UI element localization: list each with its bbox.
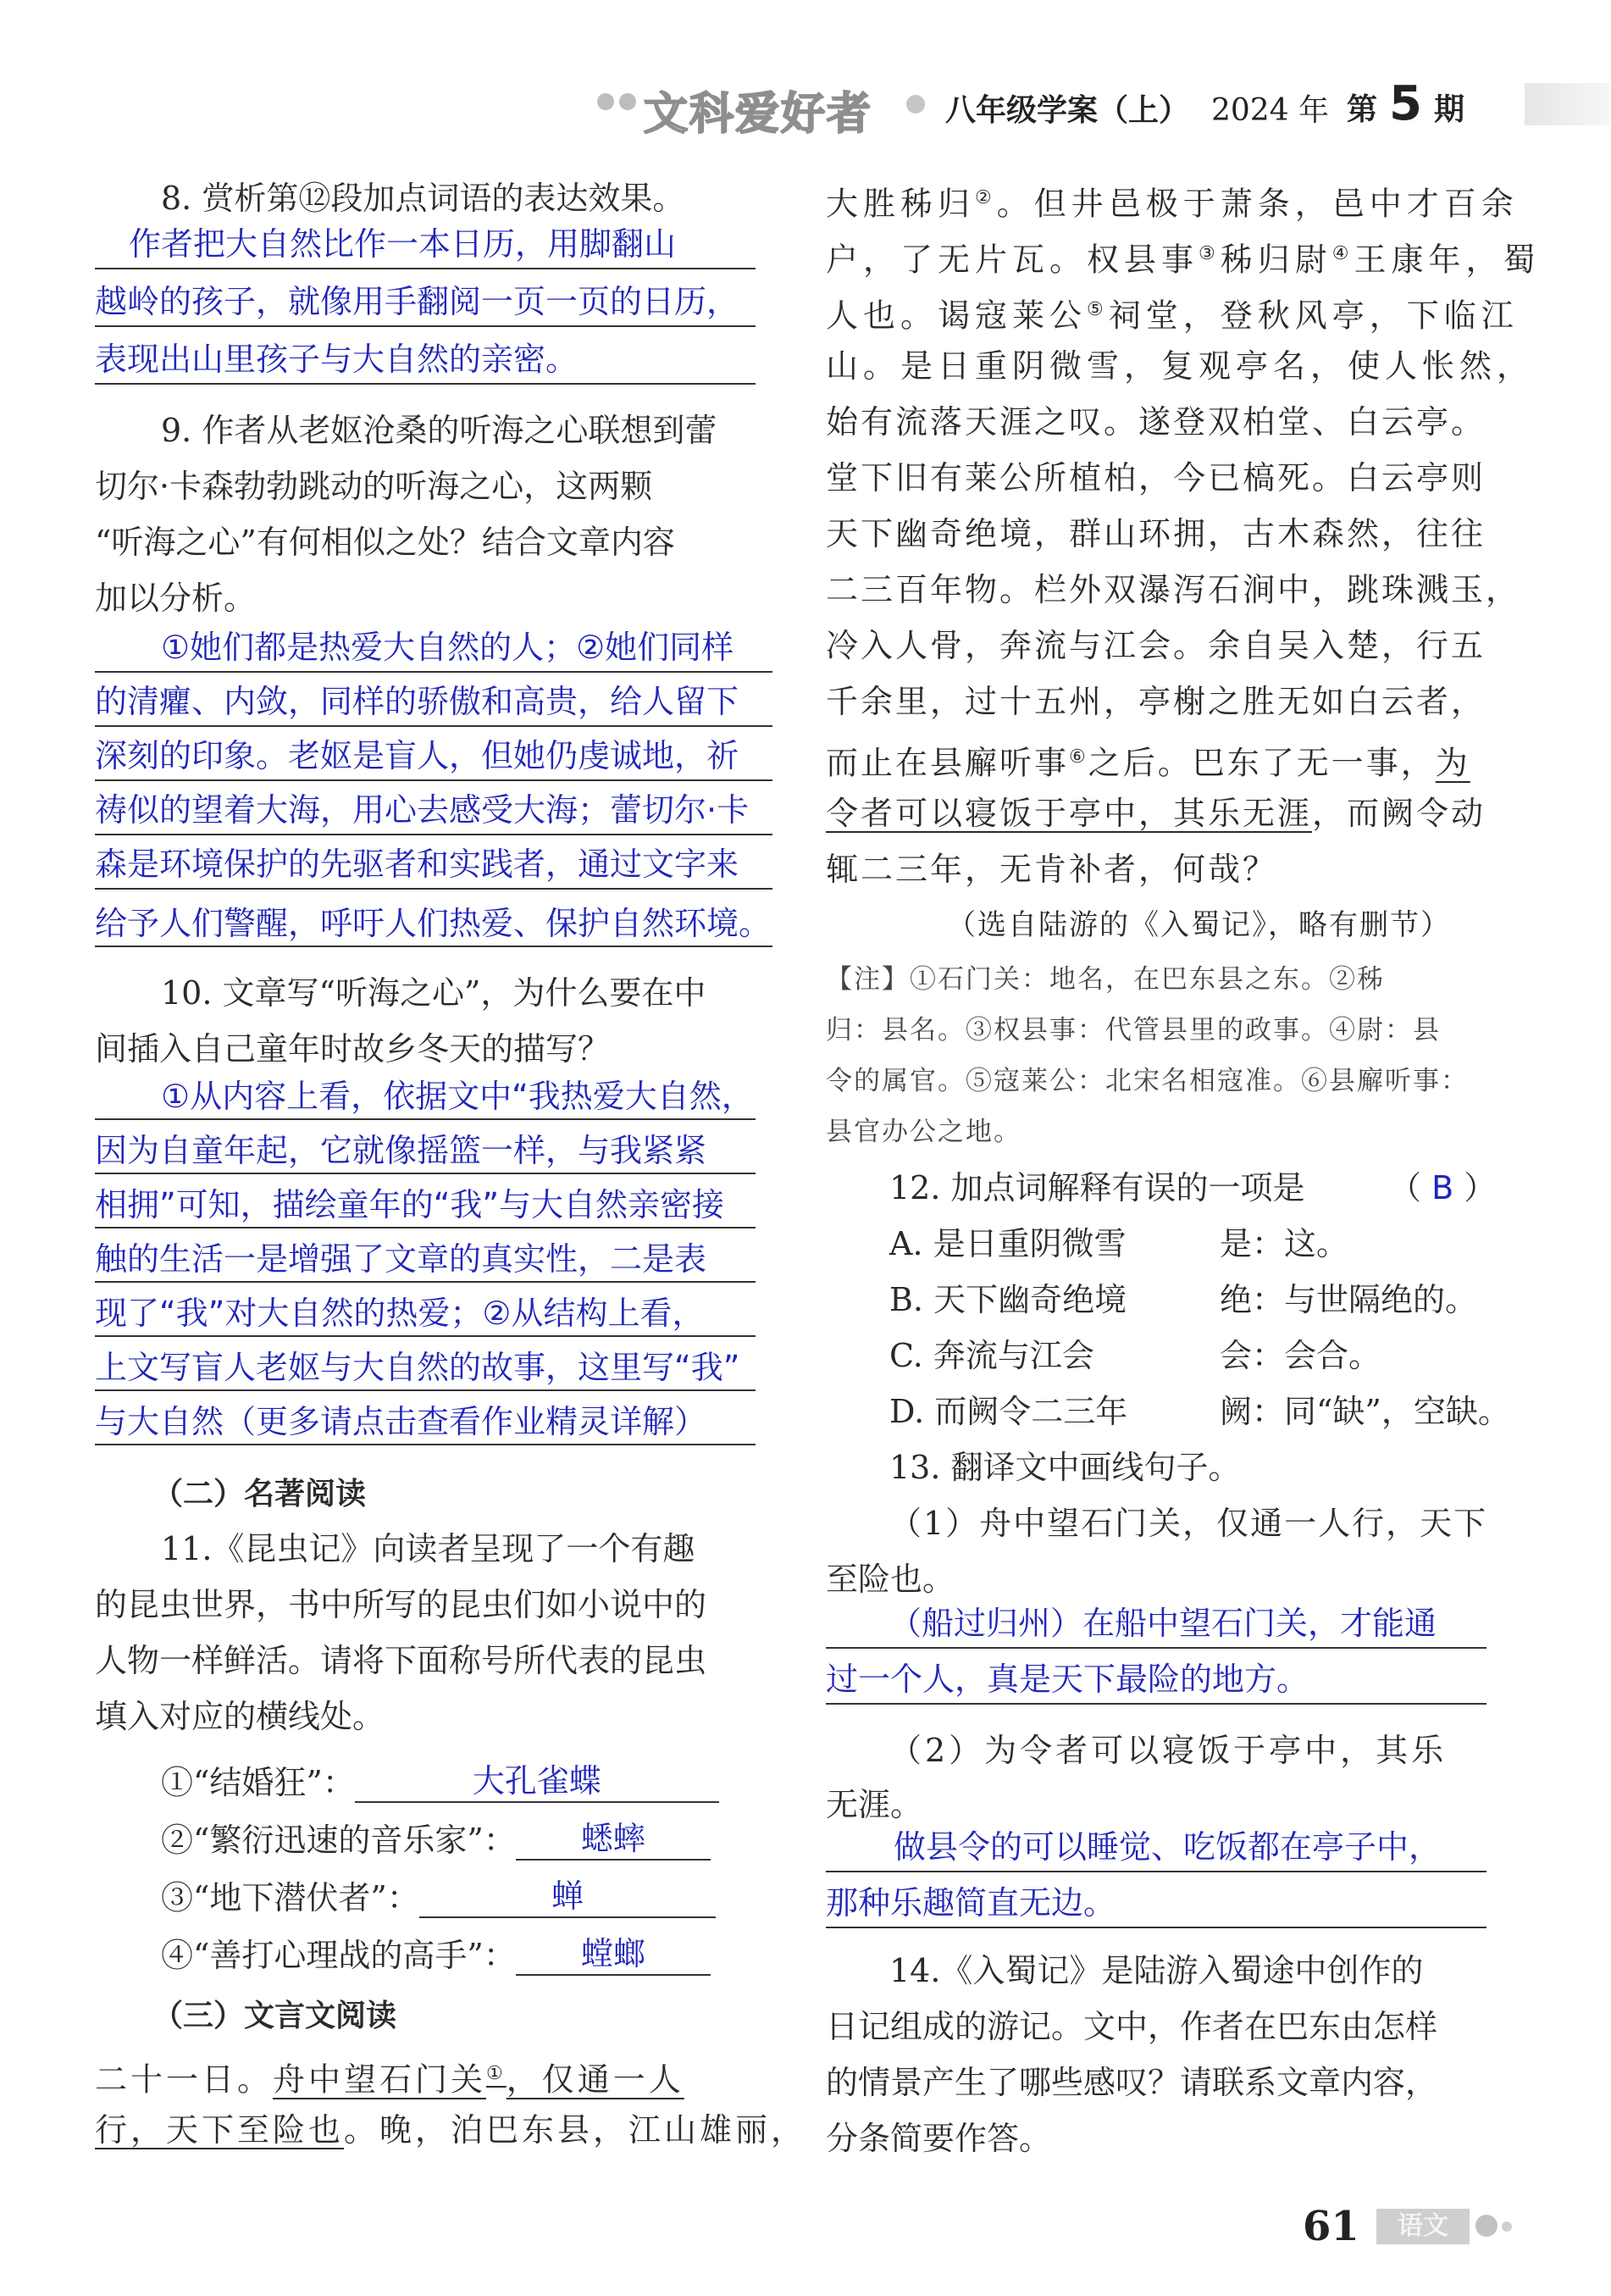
question-13: 13. 翻译文中画线句子。 [889,1449,1241,1486]
fill-label: ②“繁衍迅速的音乐家”： [161,1822,516,1859]
choice-c: C. 奔流与江会 [889,1337,1094,1374]
header-issue: 第 5 期 [1347,76,1464,131]
answer-13-2-line: 那种乐趣简直无边。 [826,1884,1116,1922]
answer-10-line: 上文写盲人老妪与大自然的故事，这里写“我” [95,1349,740,1386]
magazine-logo: 文科爱好者 [644,89,873,140]
answer-10-line: 触的生活一是增强了文章的真实性，二是表 [95,1240,707,1278]
question-9: 9. 作者从老妪沧桑的听海之心联想到蕾 [161,412,717,449]
answer-rule [95,1389,756,1391]
answer-13-2-line: 做县令的可以睡觉、吃饭都在亭子中， [894,1828,1442,1866]
question-8: 8. 赏析第⑫段加点词语的表达效果。 [161,180,685,217]
question-9: 加以分析。 [95,580,257,617]
passage-line: 而止在县廨听事⑥之后。巴东了无一事，为 [826,744,1470,782]
question-11: 11.《昆虫记》向读者呈现了一个有趣 [161,1530,695,1567]
answer-rule [95,834,772,835]
answer-rule [95,1173,756,1174]
answer-rule [95,1118,756,1120]
fill-item [161,1761,719,1803]
header-separator-dot [906,95,925,114]
answer-rule [95,779,772,781]
answer-10-line: 相拥”可知，描绘童年的“我”与大自然亲密接 [95,1186,725,1223]
footnote-line: 令的属官。⑤寇莱公：北宋名相寇准。⑥县廨听事： [826,1066,1469,1096]
answer-8-line: 越岭的孩子，就像用手翻阅一页一页的日历， [95,283,739,320]
question-12: 12. 加点词解释有误的一项是 [889,1169,1305,1206]
fill-answer: 蝉 [419,1876,716,1918]
question-13-2: 无涯。 [826,1786,923,1823]
header-year: 2024 年 [1211,93,1330,128]
passage-source: （选自陆游的《入蜀记》，略有删节） [947,908,1451,942]
page-header [0,75,1611,142]
answer-8-line: 表现出山里孩子与大自然的亲密。 [95,341,579,378]
choice-d: D. 而阙令二三年 [889,1393,1128,1430]
answer-rule [95,1281,756,1283]
passage-line: 二三百年物。栏外双瀑泻石涧中，跳珠溅玉， [826,571,1521,608]
question-10: 间插入自己童年时故乡冬天的描写？ [95,1030,611,1068]
answer-rule [826,1927,1486,1928]
question-11: 的昆虫世界，书中所写的昆虫们如小说中的 [95,1586,707,1623]
question-9: 切尔·卡森勃勃跳动的听海之心，这两颗 [95,468,653,505]
passage-line: 天下幽奇绝境，群山环拥，古木森然，往往 [826,515,1486,552]
answer-rule [826,1871,1486,1872]
question-14: 日记组成的游记。文中，作者在巴东由怎样 [826,2008,1438,2045]
answer-9-line: 祷似的望着大海，用心去感受大海；蕾切尔·卡 [95,791,750,829]
answer-10-line: 现了“我”对大自然的热爱；②从结构上看， [95,1295,705,1332]
answer-13-1-line: （船过归州）在船中望石门关，才能通 [889,1605,1437,1642]
passage-line: 人也。谒寇莱公⑤祠堂，登秋风亭，下临江 [826,297,1519,335]
choice-d-gloss: 阙：同“缺”，空缺。 [1220,1393,1510,1430]
choice-c-gloss: 会：会合。 [1220,1337,1381,1374]
fill-item [161,1933,711,1976]
question-11: 填入对应的横线处。 [95,1698,385,1735]
passage-line: 始有流落天涯之叹。遂登双柏堂、白云亭。 [826,403,1486,441]
passage-line: 冷入人骨，奔流与江会。余自吴入楚，行五 [826,627,1486,664]
choice-b: B. 天下幽奇绝境 [889,1281,1127,1318]
header-right-bar [1525,83,1609,125]
subject-tag: 语文 [1376,2209,1470,2244]
question-13-2: （2）为令者可以寝饭于亭中，其乐 [889,1732,1448,1769]
answer-9-line: 的清癯、内敛，同样的骄傲和高贵，给人留下 [95,683,739,720]
answer-13-1-line: 过一个人，真是天下最险的地方。 [826,1661,1309,1698]
question-14: 分条简要作答。 [826,2120,1052,2157]
answer-9-line: 深刻的印象。老妪是盲人，但她仍虔诚地，祈 [95,737,739,774]
passage-line: 户，了无片瓦。权县事③秭归尉④王康年，蜀 [826,241,1541,279]
passage-line: 行，天下至险也。晚，泊巴东县，江山雄丽， [95,2111,807,2149]
answer-9-line: ①她们都是热爱大自然的人；②她们同样 [161,629,734,666]
footnote-line: 归：县名。③权县事：代管县里的政事。④尉：县 [826,1015,1441,1045]
answer-rule [95,671,772,673]
answer-8-line: 作者把大自然比作一本日历，用脚翻山 [129,225,677,263]
question-12-answer: B [1431,1169,1454,1206]
question-14: 14.《入蜀记》是陆游入蜀途中创作的 [889,1952,1424,1989]
answer-10-line: 因为自童年起，它就像摇篮一样，与我紧紧 [95,1132,707,1169]
fill-item [161,1876,716,1918]
header-title: 八年级学案（上） [945,93,1190,128]
passage-line: 辄二三年，无肯补者，何哉？ [826,851,1278,888]
answer-rule [95,1335,756,1337]
fill-label: ③“地下潜伏者”： [161,1879,419,1916]
answer-rule [95,725,772,727]
choice-a-gloss: 是：这。 [1220,1225,1349,1262]
question-14: 的情景产生了哪些感叹？请联系文章内容， [826,2064,1438,2101]
answer-rule [95,268,756,269]
page-number: 61 [1303,2203,1359,2250]
passage-line: 二十一日。舟中望石门关①，仅通一人 [95,2060,684,2099]
choice-a: A. 是日重阴微雪 [889,1225,1127,1262]
fill-answer: 蟋蟀 [516,1818,711,1861]
answer-9-line: 森是环境保护的先驱者和实践者，通过文字来 [95,846,739,883]
footnote-line: 【注】①石门关：地名，在巴东县之东。②秭 [826,964,1385,995]
passage-line: 山。是日重阴微雪，复观亭名，使人怅然， [826,347,1535,385]
footer-dot [1475,2215,1498,2237]
fill-answer: 螳螂 [516,1933,711,1976]
answer-rule [95,888,772,890]
answer-10-line: 与大自然（更多请点击查看作业精灵详解） [95,1403,707,1440]
fill-label: ①“结婚狂”： [161,1764,355,1801]
answer-rule [95,946,772,947]
answer-rule [826,1647,1486,1649]
choice-b-gloss: 绝：与世隔绝的。 [1220,1281,1478,1318]
answer-rule [826,1703,1486,1705]
answer-rule [95,1227,756,1228]
question-13-1: （1）舟中望石门关，仅通一人行，天下 [889,1505,1488,1542]
answer-rule [95,383,756,385]
passage-line: 大胜秭归②。但井邑极于萧条，邑中才百余 [826,185,1519,223]
answer-rule [95,1444,756,1445]
section-heading-3: （三）文言文阅读 [152,1999,397,2033]
answer-10-line: ①从内容上看，依据文中“我热爱大自然， [161,1078,754,1115]
question-10: 10. 文章写“听海之心”，为什么要在中 [161,974,706,1012]
footer-dot-small [1502,2221,1512,2232]
question-12-answer-bracket: （ B ） [1389,1169,1497,1206]
footnote-line: 县官办公之地。 [826,1117,1021,1147]
answer-9-line: 给予人们警醒，呼吁人们热爱、保护自然环境。 [95,905,772,942]
answer-rule [95,325,756,327]
passage-line: 堂下旧有莱公所植柏，今已槁死。白云亭则 [826,459,1486,496]
fill-answer: 大孔雀蝶 [355,1761,719,1803]
fill-label: ④“善打心理战的高手”： [161,1937,516,1974]
passage-line: 千余里，过十五州，亭榭之胜无如白云者， [826,683,1486,720]
passage-line: 令者可以寝饭于亭中，其乐无涯，而阙令动 [826,795,1486,832]
fill-item [161,1818,711,1861]
section-heading-2: （二）名著阅读 [152,1477,367,1511]
question-13-1: 至险也。 [826,1561,955,1598]
question-11: 人物一样鲜活。请将下面称号所代表的昆虫 [95,1642,707,1679]
question-9: “听海之心”有何相似之处？结合文章内容 [95,524,675,561]
